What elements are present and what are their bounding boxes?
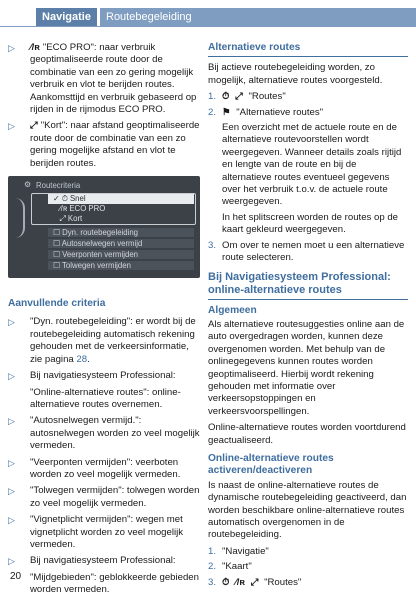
- short-route-icon: ⤢: [250, 576, 259, 588]
- aanvullende-criteria-heading: Aanvullende criteria: [8, 298, 106, 310]
- clock-icon: ⏱: [222, 91, 230, 103]
- activeren-heading: Online-alternatieve routes activeren/deactiveren: [208, 452, 334, 477]
- bullet-arrow-icon: ▷: [8, 416, 15, 427]
- eco-pro-icon: ∕/ʀ: [235, 576, 246, 588]
- algemeen-paragraph-2: Online-alternatieve routes worden voortdurend geactualiseerd.: [208, 422, 406, 446]
- option-tolwegen[interactable]: ☐ Tolwegen vermijden: [48, 260, 194, 270]
- step-item: 2. "Kaart": [208, 561, 252, 573]
- criteria-eco-pro: [8, 42, 200, 116]
- step-item: 1. ⏱ ⤢ "Routes": [208, 91, 286, 103]
- short-route-icon: ⤢: [235, 91, 243, 103]
- aanvullend-item: ▷ Bij navigatiesysteem Professional: "Online-alternatieve routes": online-alternatieve routes overnemen.: [8, 370, 181, 410]
- route-settings-icon: ⚙: [24, 180, 32, 190]
- bullet-arrow-icon: ▷: [8, 43, 15, 53]
- routecriteria-screenshot: [8, 176, 200, 278]
- bullet-arrow-icon: ▷: [8, 556, 15, 567]
- aanvullend-item: ▷ "Veerponten vermijden": veerboten worden zo veel mogelijk vermeden.: [8, 456, 181, 480]
- alternatieve-routes-intro: Bij actieve routebegeleiding worden, zo mogelijk, alternatieve routes voorgesteld.: [208, 62, 383, 86]
- bullet-arrow-icon: ▷: [8, 457, 15, 468]
- bullet-arrow-icon: ▷: [8, 121, 15, 132]
- option-eco-pro[interactable]: ∕/ʀ ECO PRO: [48, 204, 194, 214]
- option-dyn-routebegeleiding[interactable]: ☐ Dyn. routebegeleiding: [48, 227, 194, 237]
- right-column: [208, 42, 408, 592]
- activeren-paragraph: Is naast de online-alternatieve routes de dynamische routebegeleiding geactiveerd, dan worden beschikbare online-alternatieve routes automatisch overgenomen in de routebegeleiding.: [208, 479, 407, 541]
- controller-knob-icon: [14, 198, 25, 238]
- bullet-arrow-icon: ▷: [8, 371, 15, 382]
- step-item: 3. ⏱ ∕/ʀ ⤢ "Routes": [208, 576, 302, 588]
- short-route-icon: ⤢: [30, 120, 38, 132]
- bullet-arrow-icon: ▷: [8, 486, 15, 497]
- left-column: [8, 42, 200, 601]
- criteria-kort: [8, 120, 200, 170]
- step-item: 1. "Navigatie": [208, 545, 269, 557]
- algemeen-paragraph-1: Als alternatieve routesuggesties online aan de auto overgedragen worden, kunnen deze overgenomen worden. Met behulp van de onlinegegevens kunnen routes worden geoptimaliseerd. Hierbij wordt rekening gehouden met informatie over verkeersopstoppingen en verkeersvoorspellingen.: [208, 318, 405, 417]
- header-tab-routebegeleiding: Routebegeleiding: [100, 8, 416, 26]
- option-veerponten[interactable]: ☐ Veerponten vermijden: [48, 249, 194, 259]
- eco-pro-icon: ∕/ʀ: [30, 42, 40, 53]
- alternative-route-icon: ⚑: [222, 106, 231, 118]
- criteria-kort-text: "Kort": naar afstand geoptimaliseerde route door de combinatie van een zo gering mogelijke afstand en vlot te berijden routes.: [30, 120, 200, 169]
- aanvullend-item: ▷ "Vignetplicht vermijden": wegen met vignetplicht worden zo veel mogelijk vermeden.: [8, 514, 184, 550]
- clock-icon: ⏱: [222, 576, 230, 588]
- header-rule: [0, 26, 416, 27]
- step-item: 2. ⚑ "Alternatieve routes" Een overzicht met de actuele route en de alternatieve routevoorstellen wordt weergegeven. Wanneer details zoals rijtijd en lengte van de route en bij de alternatieve routes eventueel gegevens over het verbruik t.o.v. de actuele route weergegeven. In het splitscreen worden de routes op de kaart gekleurd weergegeven.: [208, 106, 402, 236]
- header-tab-navigatie: Navigatie: [36, 8, 97, 26]
- aanvullend-item: ▷ "Tolwegen vermijden": tolwegen worden zo veel mogelijk vermeden.: [8, 485, 200, 509]
- professional-heading: Bij Navigatiesysteem Professional: online-alternatieve routes: [208, 271, 408, 300]
- page-header: [0, 0, 416, 26]
- aanvullend-item: ▷ "Autosnelwegen vermijd.": autosnelwegen worden zo veel mogelijk vermeden.: [8, 415, 200, 452]
- page-number: 20: [10, 571, 22, 582]
- option-autosnelwegen[interactable]: ☐ Autosnelwegen vermijd: [48, 238, 194, 248]
- aanvullend-item: ▷ "Dyn. routebegeleiding": er wordt bij de routebegeleiding automatisch rekening gehouden met de verkeersinformatie, zie pagina 28.: [8, 316, 196, 365]
- criteria-eco-pro-text: "ECO PRO": naar verbruik geoptimaliseerde route door de combinatie van een zo gering mogelijk verbruik en vlot te berijden routes. Aankomsttijd en verbruik gebaseerd op rijden in de rijmodus ECO PRO.: [30, 42, 197, 116]
- page-link[interactable]: 28: [76, 353, 88, 365]
- screenshot-title: Routecriteria: [36, 181, 81, 191]
- step-item: 3. Om over te nemen moet u een alternatieve route selecteren.: [208, 239, 405, 264]
- algemeen-heading: Algemeen: [208, 304, 257, 316]
- aanvullend-item: ▷ Bij navigatiesysteem Professional: "Mijdgebieden": geblokkeerde gebieden worden vermeden.: [8, 555, 199, 596]
- option-snel[interactable]: ✓ ⏱ Snel: [48, 194, 194, 204]
- bullet-arrow-icon: ▷: [8, 317, 15, 328]
- option-kort[interactable]: ⤢ Kort: [48, 214, 194, 224]
- bullet-arrow-icon: ▷: [8, 515, 15, 526]
- alternatieve-routes-heading: Alternatieve routes: [208, 42, 408, 57]
